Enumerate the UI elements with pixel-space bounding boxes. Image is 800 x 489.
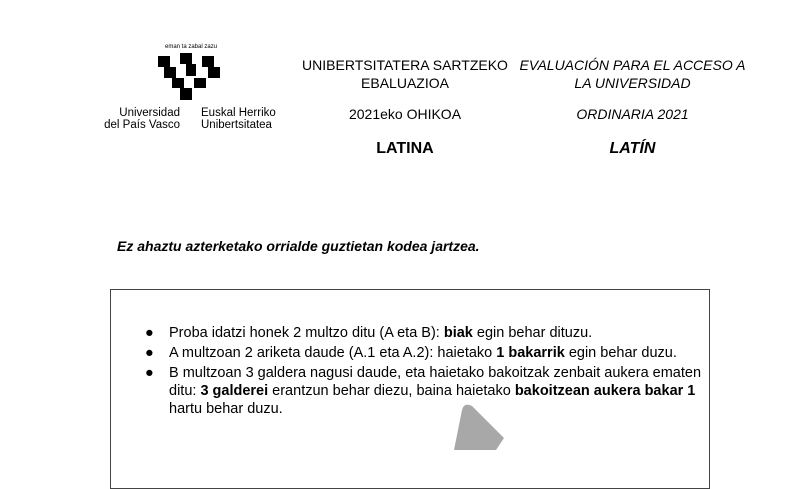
bullet-icon: ●	[145, 345, 154, 361]
exam-title-spanish-line2: LA UNIVERSIDAD	[574, 75, 691, 91]
bullet-icon: ●	[145, 365, 154, 381]
instruction-item: ● A multzoan 2 ariketa daude (A.1 eta A.2): haietako 1 bakarrik egin behar duzu.	[145, 345, 677, 361]
instruction-item: ● Proba idatzi honek 2 multzo ditu (A eta B): biak egin behar dituzu.	[145, 325, 593, 341]
upv-ehu-emblem-icon	[158, 53, 224, 101]
subject-basque: LATINA	[376, 140, 434, 157]
session-spanish: ORDINARIA 2021	[576, 106, 689, 122]
exam-title-spanish-line1: EVALUACIÓN PARA EL ACCESO A	[519, 57, 746, 73]
session-basque: 2021eko OHIKOA	[348, 106, 462, 122]
university-logo	[90, 44, 290, 134]
instructions-box	[110, 289, 710, 489]
logo-name-spanish: Universidad del País Vasco	[104, 107, 180, 131]
logo-name-basque: Euskal Herriko Unibertsitatea	[201, 107, 276, 131]
logo-motto: eman ta zabal zazu	[165, 44, 218, 50]
subject-spanish: LATÍN	[609, 140, 656, 157]
exam-title-basque-line2: EBALUAZIOA	[361, 75, 449, 91]
watermark-shape	[440, 398, 520, 450]
code-reminder: Ez ahaztu azterketako orrialde guztietan kodea jartzea.	[117, 238, 480, 254]
instruction-item: ● B multzoan 3 galdera nagusi daude, eta haietako bakoitzak zenbait aukera ematen ditu: 3 galderei erantzun behar diezu, baina haietako bakoitzean aukera bakar 1 hartu behar duzu.	[145, 365, 702, 417]
header-basque	[300, 56, 510, 158]
header-spanish	[515, 56, 750, 158]
bullet-icon: ●	[145, 325, 154, 341]
exam-title-basque-line1: UNIBERTSITATERA SARTZEKO	[302, 57, 508, 73]
instructions-list	[145, 324, 705, 420]
